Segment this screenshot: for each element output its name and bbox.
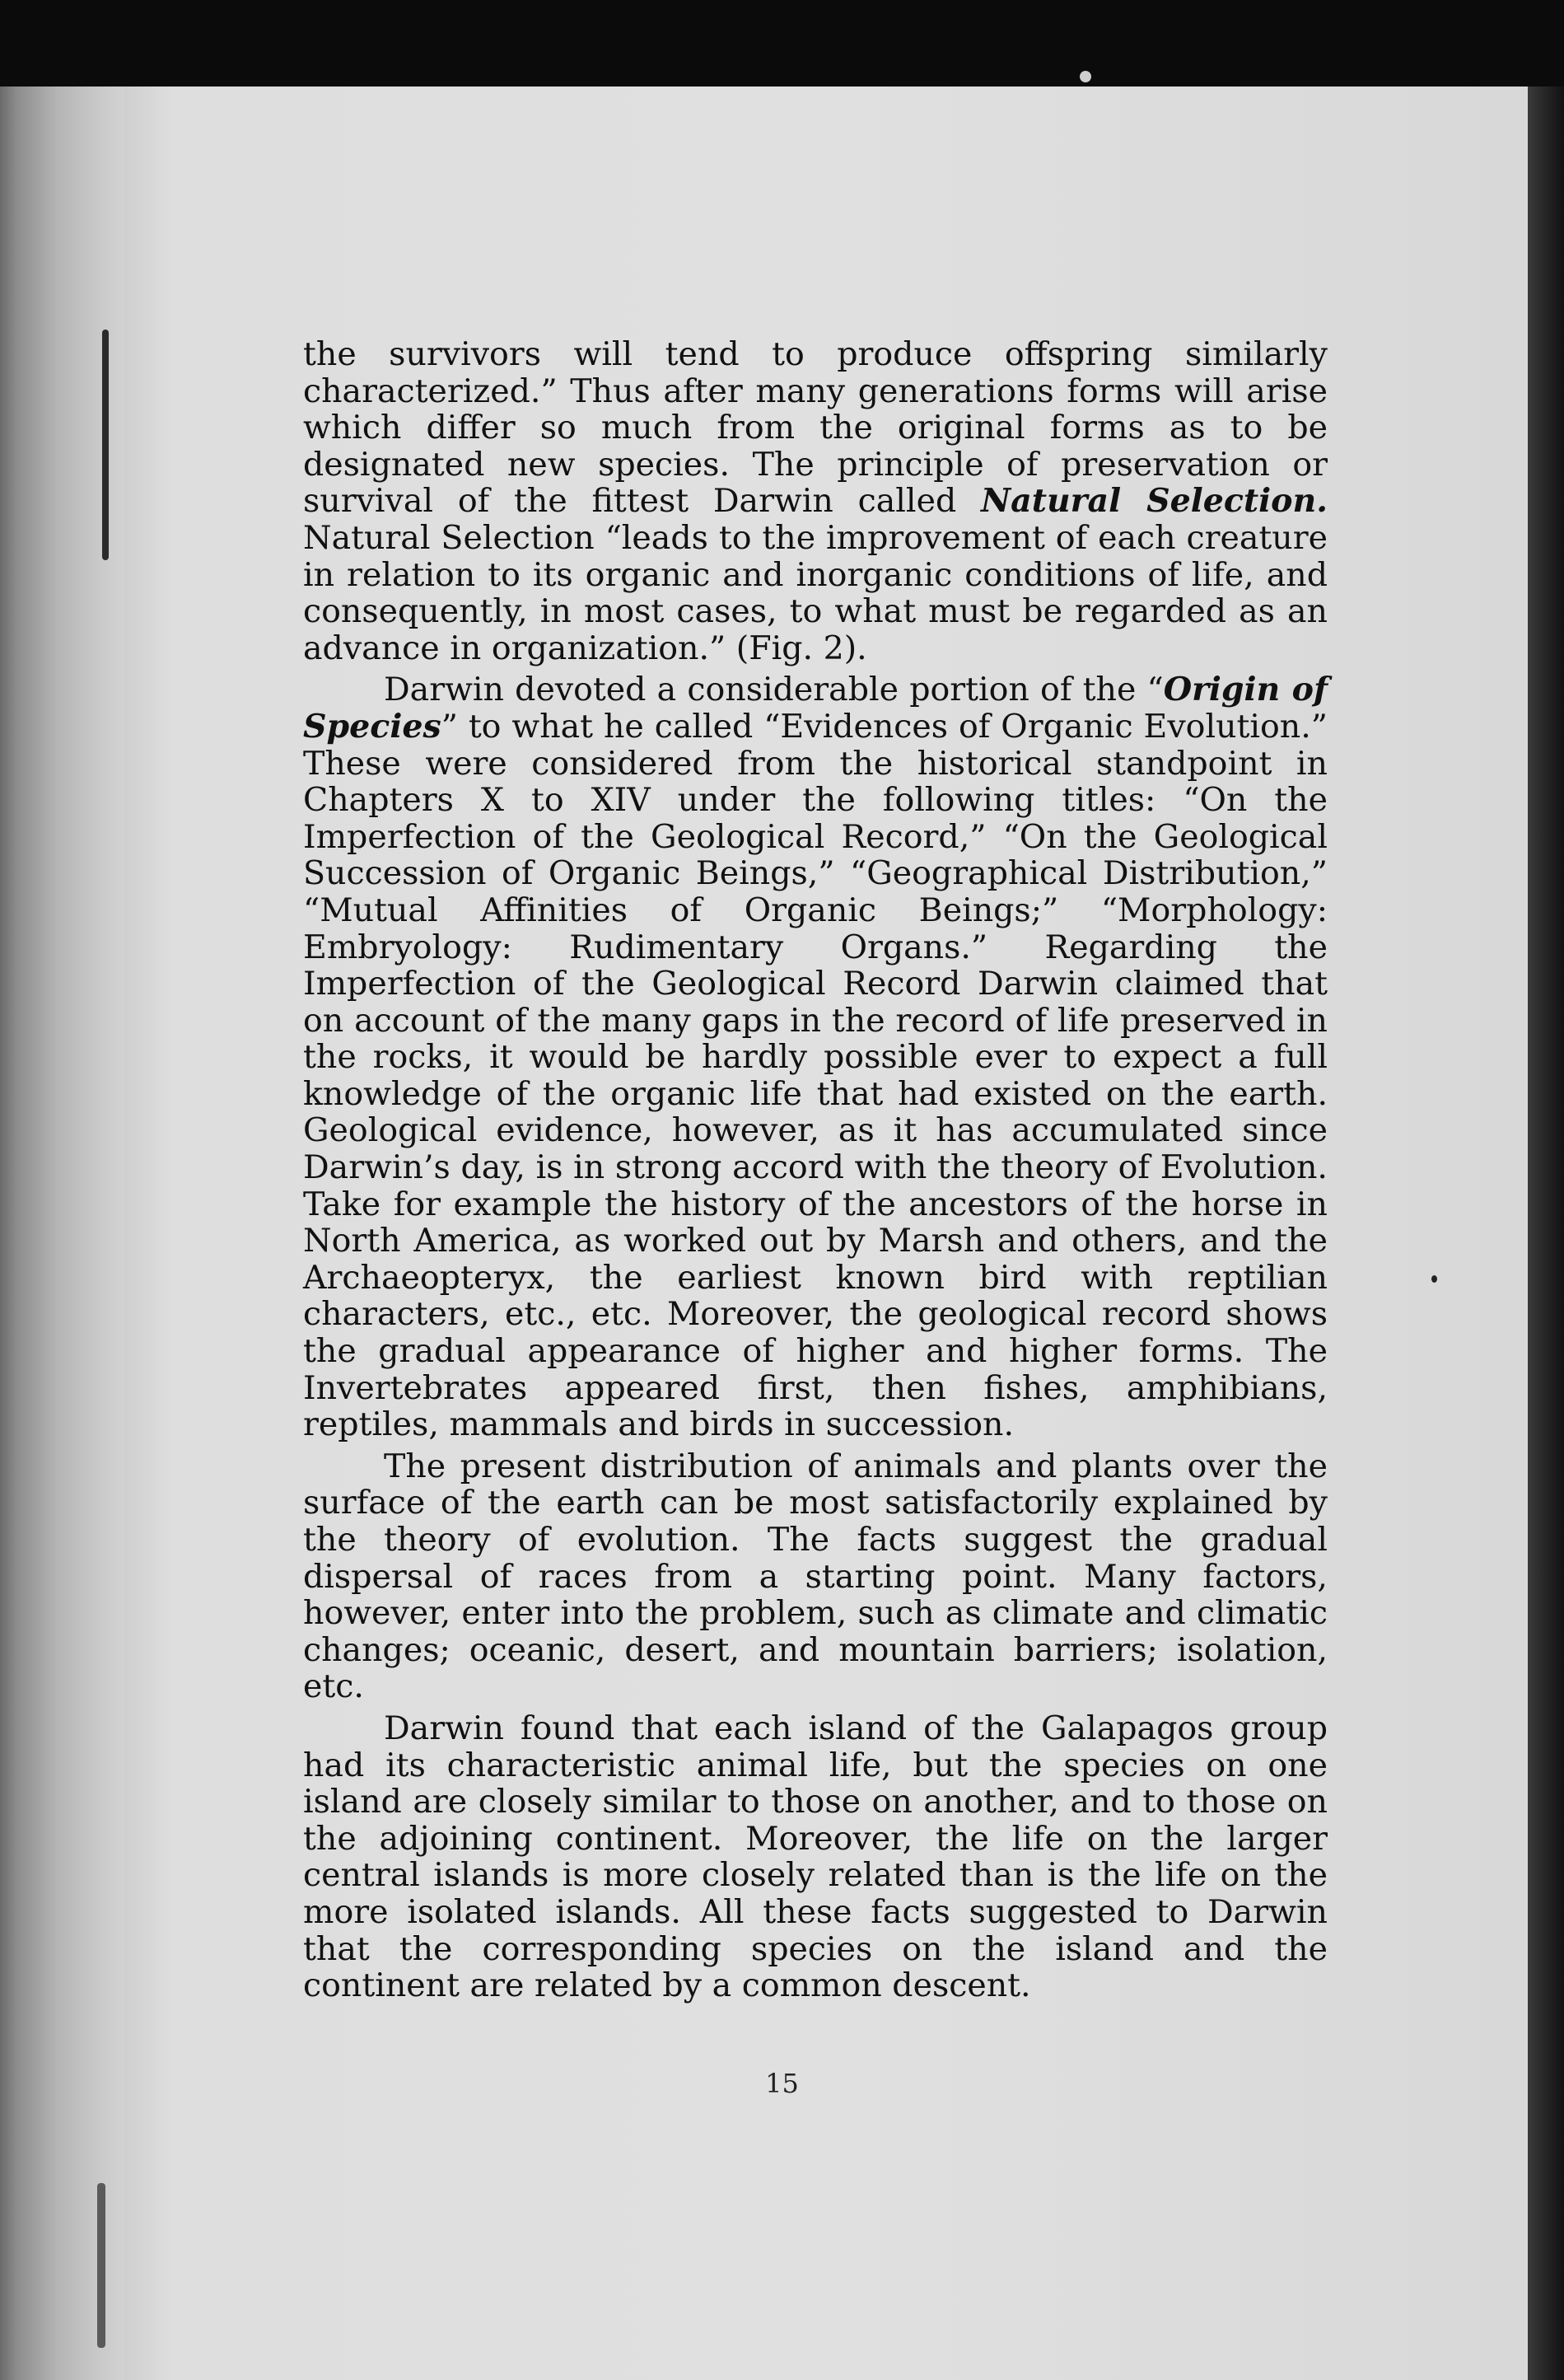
text-run: The present distribution of animals and plants over the surface of the earth can be most satisfactorily explained by the theory of evolution. The facts suggest the gradual dispersal of races from a starting point. Many factors, however, enter into the problem, such as climate and climatic changes; oceanic, desert, and mountain barriers; isolation, etc. <box>303 1447 1328 1706</box>
italic-title: Origin of Species <box>303 671 1328 746</box>
paragraph-2 <box>303 671 1328 1442</box>
page-edge-shadow <box>1528 87 1564 2380</box>
text-run: Natural Selection “leads to the improvement of each creature in relation to its organic and inorganic conditions of life, and consequently, in most cases, to what must be regarded as an advance in organization.” (Fig. 2). <box>303 518 1328 667</box>
ink-speck <box>1431 1275 1437 1283</box>
paragraph-4 <box>303 1710 1328 2004</box>
binding-mark-lower <box>97 2183 105 2348</box>
paragraph-3 <box>303 1448 1328 1705</box>
italic-term: Natural Selection. <box>981 482 1328 521</box>
text-run: the survivors will tend to produce offspring similarly characterized.” Thus after many generations forms will arise which differ so much from the original forms as to be designated new species. The principle of preservation or survival of the fittest Darwin called <box>303 335 1328 521</box>
binding-mark <box>102 330 109 560</box>
page-number: 15 <box>765 2068 799 2099</box>
text-run: ” to what he called “Evidences of Organic Evolution.” These were considered from the historical standpoint in Chapters X to XIV under the following titles: “On the Imperfection of the Geological Record,” “On the Geological Succession of Organic Beings,” “Geographical Distribution,” “Mutual Affinities of Organic Beings;” “Morphology: Embryology: Rudimentary Organs.” Regarding the Imperfection of the Geological Record Darwin claimed that on account of the many gaps in the record of life preserved in the rocks, it would be hardly possible ever to expect a full knowledge of the organic life that had existed on the earth. Geological evidence, however, as it has accumulated since Darwin’s day, is in strong accord with the theory of Evolution. Take for example the history of the ancestors of the horse in North America, as worked out by Marsh and others, and the Archaeopteryx, the earliest known bird with reptilian characters, etc., etc. Moreover, the geological record shows the gradual appearance of higher and higher forms. The Invertebrates appeared first, then fishes, amphibians, reptiles, mammals and birds in succession. <box>303 707 1328 1444</box>
text-run: Darwin devoted a considerable portion of the “ <box>384 671 1164 709</box>
text-run: Darwin found that each island of the Galapagos group had its characteristic animal life, but the species on one island are closely similar to those on another, and to those on the adjoining continent. Moreover, the life on the larger central islands is more closely related than is the life on the more isolated islands. All these facts suggested to Darwin that the corresponding species on the island and the continent are related by a common descent. <box>303 1709 1328 2005</box>
paragraph-1 <box>303 336 1328 666</box>
paper-blemish <box>1080 71 1091 82</box>
body-text <box>303 336 1328 2004</box>
